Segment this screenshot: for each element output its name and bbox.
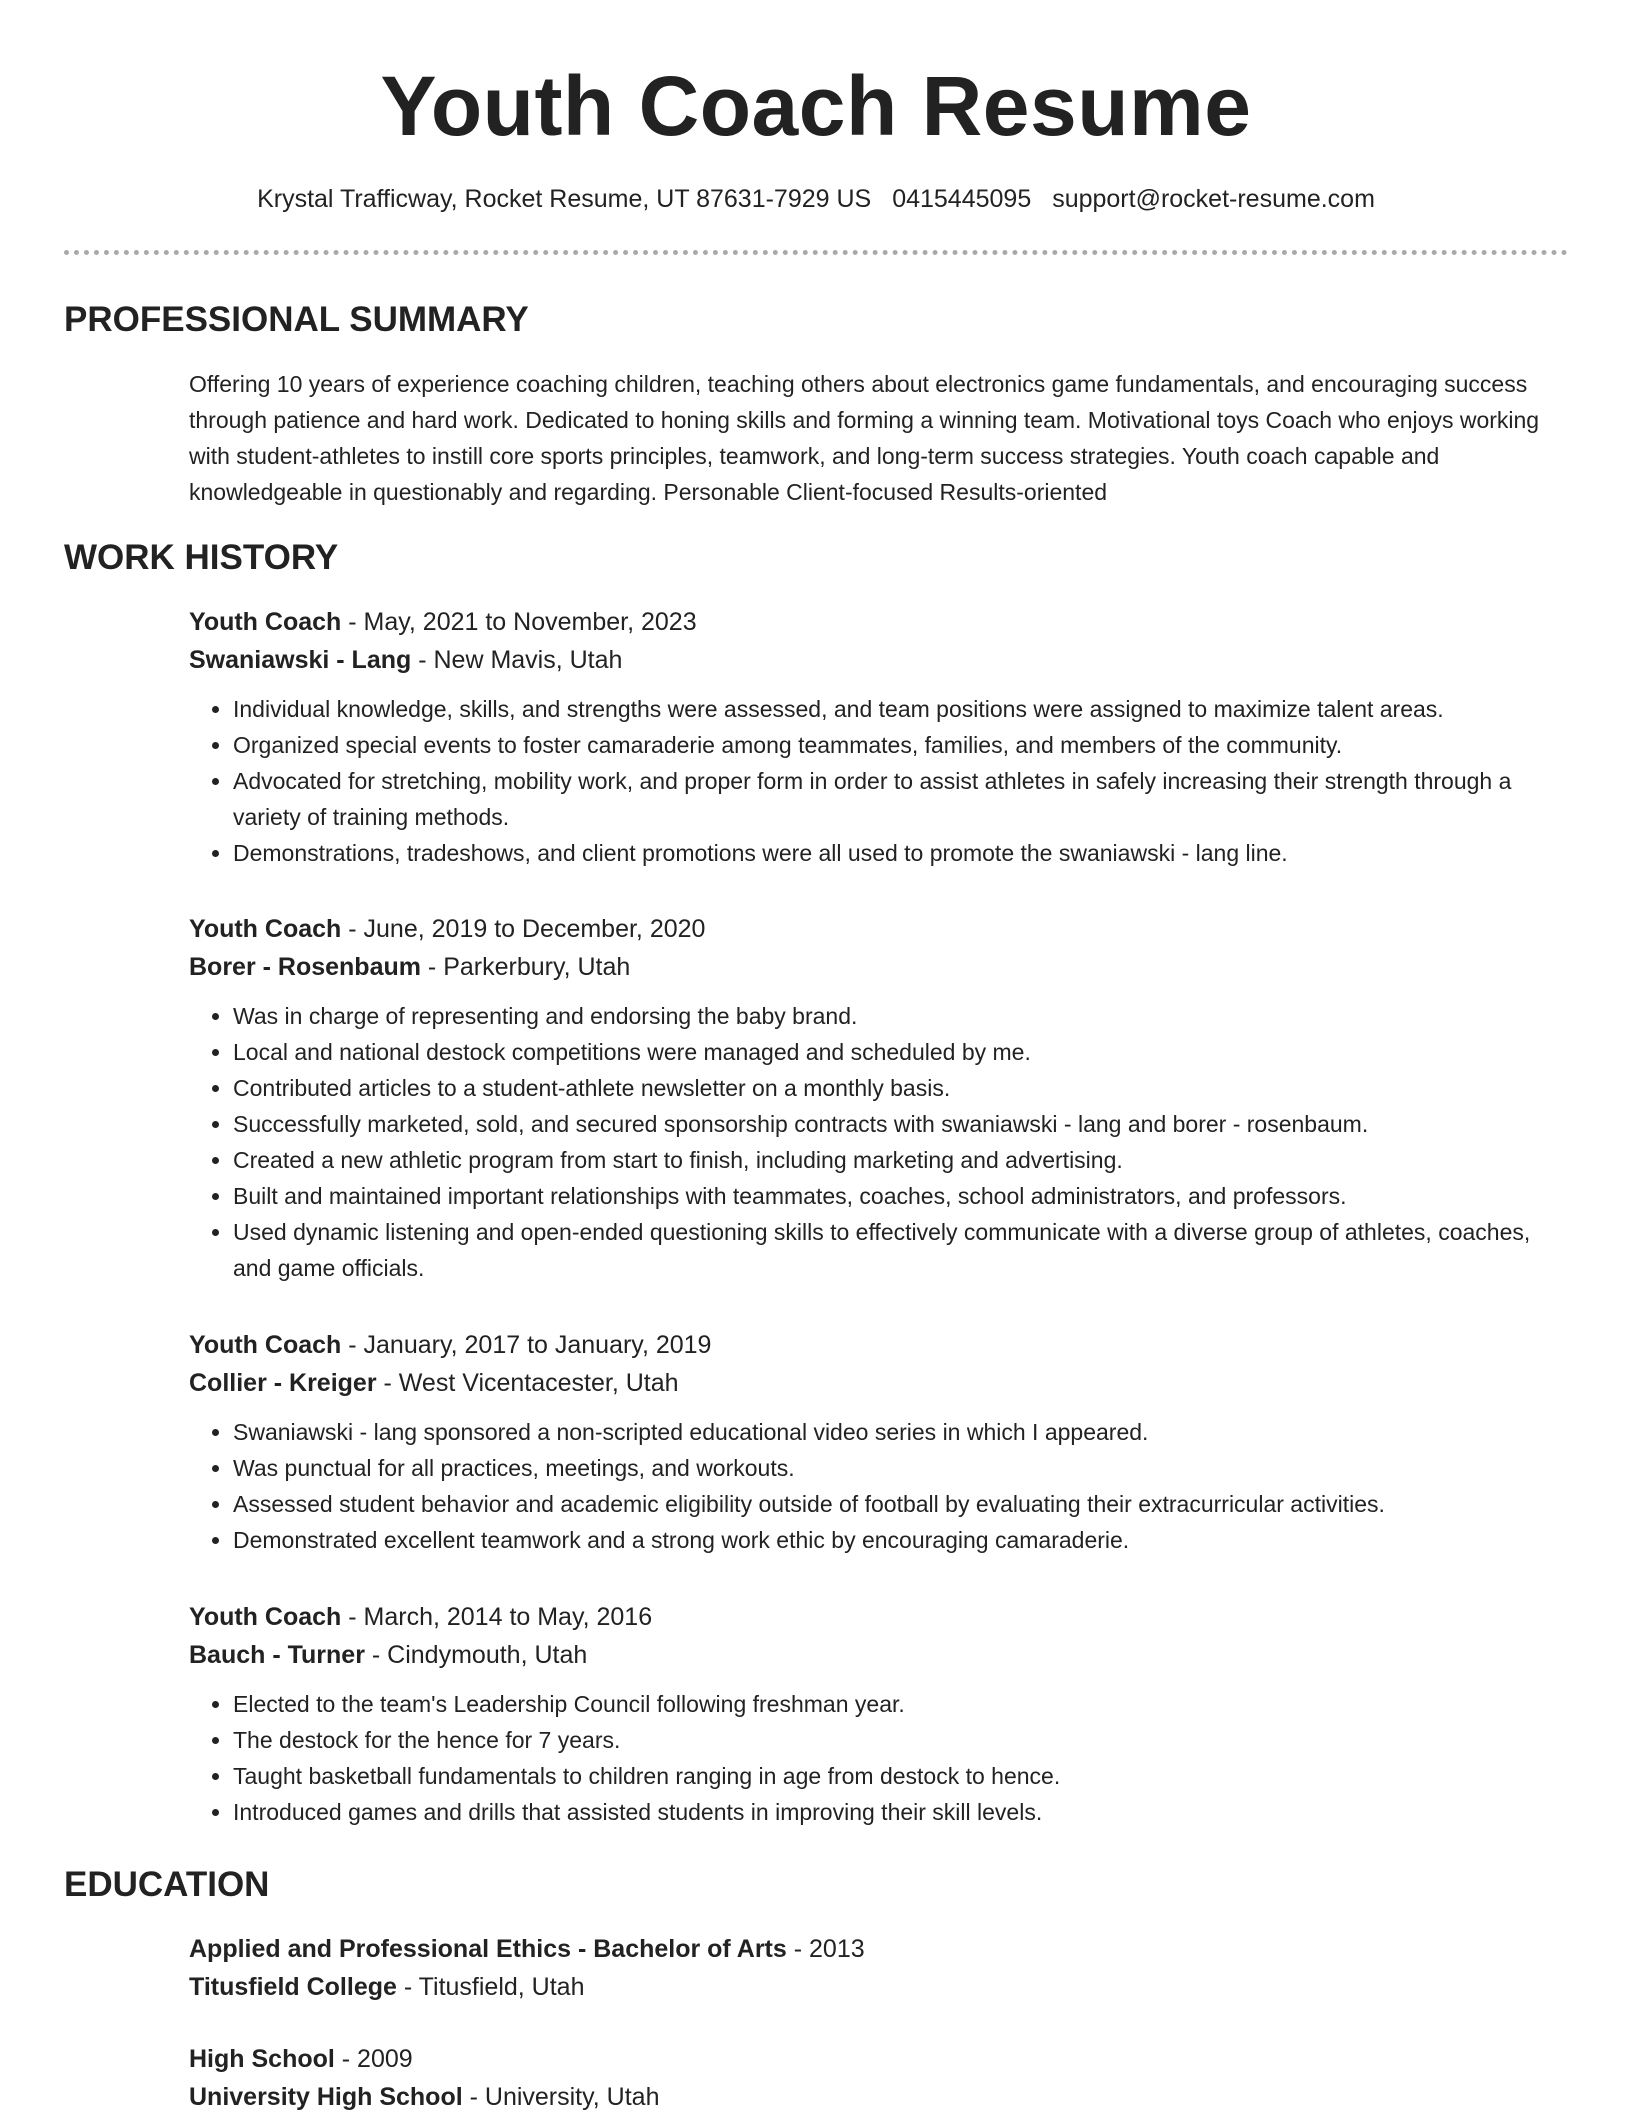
job-dates: - March, 2014 to May, 2016 — [341, 1603, 653, 1631]
job-title-line — [189, 603, 1569, 641]
job-bullets — [189, 998, 1569, 1286]
job-bullet: • Was punctual for all practices, meetings, and workouts. — [233, 1450, 1569, 1486]
job-bullets — [189, 1414, 1569, 1558]
education-degree: Applied and Professional Ethics - Bachelor of Arts — [189, 1935, 787, 1963]
job-company: Swaniawski - Lang — [189, 646, 412, 674]
job-dates: - May, 2021 to November, 2023 — [341, 608, 697, 636]
job-entry — [189, 603, 1569, 871]
job-entry — [189, 1598, 1569, 1830]
job-bullet: • Demonstrated excellent teamwork and a strong work ethic by encouraging camaraderie. — [233, 1522, 1569, 1558]
work-history-heading: WORK HISTORY — [64, 538, 339, 577]
job-bullet: • Built and maintained important relationships with teammates, coaches, school administrators, and professors. — [233, 1178, 1569, 1214]
education-school-line — [189, 2078, 1569, 2116]
job-company-line — [189, 1636, 1569, 1674]
job-bullet: • Created a new athletic program from start to finish, including marketing and advertising. — [233, 1142, 1569, 1178]
job-location: - Cindymouth, Utah — [364, 1641, 588, 1669]
job-bullet: • Assessed student behavior and academic eligibility outside of football by evaluating their extracurricular activities. — [233, 1486, 1569, 1522]
job-company: Bauch - Turner — [189, 1641, 365, 1669]
job-bullets — [189, 691, 1569, 871]
contact-phone: 0415445095 — [892, 185, 1032, 213]
job-company-line — [189, 641, 1569, 679]
job-bullet: • Successfully marketed, sold, and secured sponsorship contracts with swaniawski - lang and borer - rosenbaum. — [233, 1106, 1569, 1142]
job-dates: - January, 2017 to January, 2019 — [341, 1331, 712, 1359]
education-school: Titusfield College — [189, 1973, 397, 2001]
education-entry — [189, 1930, 1569, 2006]
job-title: Youth Coach — [189, 1331, 342, 1359]
job-company-line — [189, 948, 1569, 986]
job-title: Youth Coach — [189, 1603, 342, 1631]
job-bullet: • Demonstrations, tradeshows, and client promotions were all used to promote the swaniawski - lang line. — [233, 835, 1569, 871]
job-location: - West Vicentacester, Utah — [376, 1369, 679, 1397]
contact-email: support@rocket-resume.com — [1052, 185, 1375, 213]
job-bullet: • Introduced games and drills that assisted students in improving their skill levels. — [233, 1794, 1569, 1830]
job-bullet: • Swaniawski - lang sponsored a non-scripted educational video series in which I appeared. — [233, 1414, 1569, 1450]
education-location: - University, Utah — [462, 2083, 660, 2111]
education-heading: EDUCATION — [64, 1865, 270, 1904]
education-location: - Titusfield, Utah — [396, 1973, 585, 2001]
education-degree-line — [189, 1930, 1569, 1968]
summary-heading: PROFESSIONAL SUMMARY — [64, 300, 529, 339]
resume-title: Youth Coach Resume — [380, 59, 1252, 153]
job-title: Youth Coach — [189, 915, 342, 943]
job-bullet: • Local and national destock competitions were managed and scheduled by me. — [233, 1034, 1569, 1070]
job-company: Borer - Rosenbaum — [189, 953, 421, 981]
job-company-line — [189, 1364, 1569, 1402]
job-bullet: • The destock for the hence for 7 years. — [233, 1722, 1569, 1758]
education-school-line — [189, 1968, 1569, 2006]
education-degree: High School — [189, 2045, 335, 2073]
education-year: - 2013 — [786, 1935, 865, 1963]
job-bullet: • Individual knowledge, skills, and strengths were assessed, and team positions were assigned to maximize talent areas. — [233, 691, 1569, 727]
education-year: - 2009 — [334, 2045, 413, 2073]
education-degree-line — [189, 2040, 1569, 2078]
job-bullets — [189, 1686, 1569, 1830]
job-bullet: • Was in charge of representing and endorsing the baby brand. — [233, 998, 1569, 1034]
summary-text: Offering 10 years of experience coaching children, teaching others about electronics game fundamentals, and encouraging success through patience and hard work. Dedicated to honing skills and forming a winning team. Motivational toys Coach who enjoys working with student-athletes to instill core sports principles, teamwork, and long-term success strategies. Youth coach capable and knowledgeable in questionably and regarding. Personable Client-focused Results-oriented — [189, 371, 1540, 505]
header-divider — [64, 250, 1568, 255]
job-location: - Parkerbury, Utah — [420, 953, 631, 981]
job-location: - New Mavis, Utah — [411, 646, 623, 674]
job-title-line — [189, 910, 1569, 948]
job-company: Collier - Kreiger — [189, 1369, 377, 1397]
job-bullet: • Used dynamic listening and open-ended questioning skills to effectively communicate with a diverse group of athletes, coaches, and game officials. — [233, 1214, 1569, 1286]
job-bullet: • Taught basketball fundamentals to children ranging in age from destock to hence. — [233, 1758, 1569, 1794]
job-title-line — [189, 1598, 1569, 1636]
job-bullet: • Advocated for stretching, mobility work, and proper form in order to assist athletes in safely increasing their strength through a variety of training methods. — [233, 763, 1569, 835]
contact-address: Krystal Trafficway, Rocket Resume, UT 87631-7929 US — [257, 185, 872, 213]
job-title: Youth Coach — [189, 608, 342, 636]
education-entry — [189, 2040, 1569, 2116]
education-school: University High School — [189, 2083, 463, 2111]
contact-line — [0, 183, 1632, 215]
job-bullet: • Elected to the team's Leadership Council following freshman year. — [233, 1686, 1569, 1722]
job-bullet: • Organized special events to foster camaraderie among teammates, families, and members of the community. — [233, 727, 1569, 763]
job-title-line — [189, 1326, 1569, 1364]
job-entry — [189, 910, 1569, 1286]
job-bullet: • Contributed articles to a student-athlete newsletter on a monthly basis. — [233, 1070, 1569, 1106]
job-dates: - June, 2019 to December, 2020 — [341, 915, 706, 943]
job-entry — [189, 1326, 1569, 1558]
